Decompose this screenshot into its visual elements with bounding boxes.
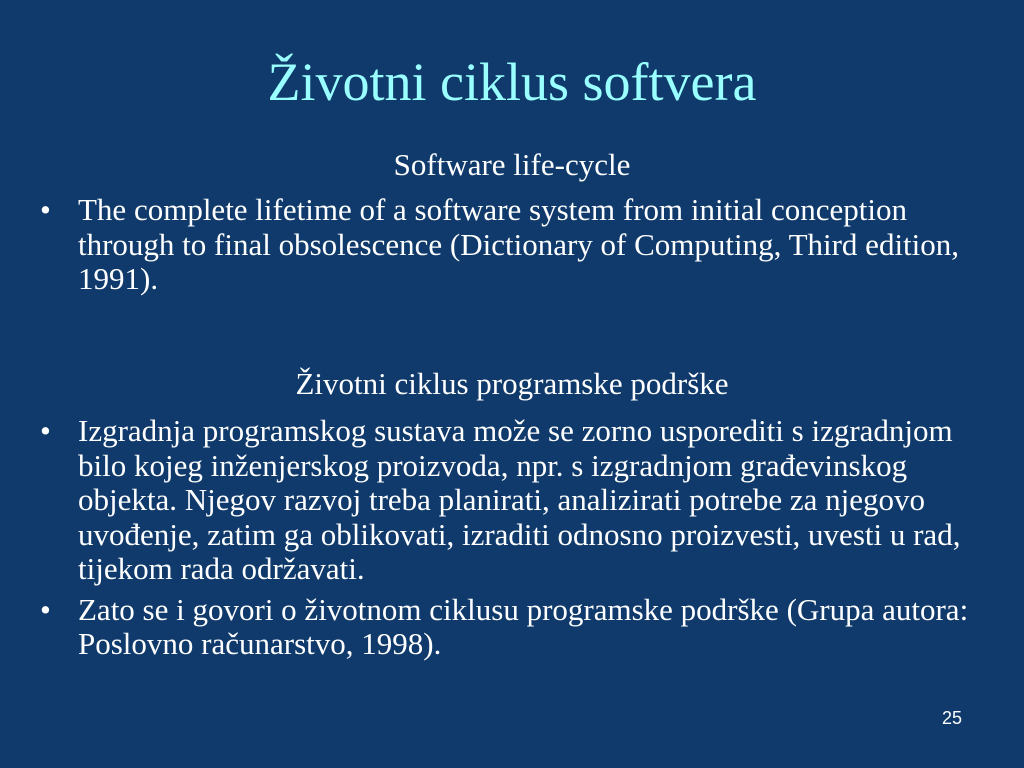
bullet-marker: • [40, 192, 51, 227]
bullet-item [36, 593, 996, 662]
bullet-list-description [36, 414, 996, 668]
section-heading-software-life-cycle: Software life-cycle [393, 147, 631, 182]
slide-title: Životni ciklus softvera [267, 52, 757, 112]
section-heading-zivotni-ciklus: Životni ciklus programske podrške [295, 366, 729, 401]
bullet-marker: • [40, 413, 51, 448]
bullet-text: The complete lifetime of a software system from initial conception through to final obsolescence (Dictionary of Computing, Third edition, 1991). [78, 192, 960, 296]
bullet-text: Izgradnja programskog sustava može se zorno usporediti s izgradnjom bilo kojeg inženjerskog proizvoda, npr. s izgradnjom građevinskog objekta. Njegov razvoj treba planirati, analizirati potrebe za njegovo uvođenje, zatim ga oblikovati, izraditi odnosno proizvesti, uvesti u rad, tijekom rada održavati. [78, 413, 961, 586]
bullet-text: Zato se i govori o životnom ciklusu programske podrške (Grupa autora: Poslovno računarstvo, 1998). [78, 591, 969, 661]
bullet-list-definition [36, 193, 996, 303]
bullet-marker: • [40, 591, 51, 627]
bullet-item [36, 414, 996, 587]
bullet-item [36, 193, 996, 297]
page-number: 25 [941, 708, 962, 728]
